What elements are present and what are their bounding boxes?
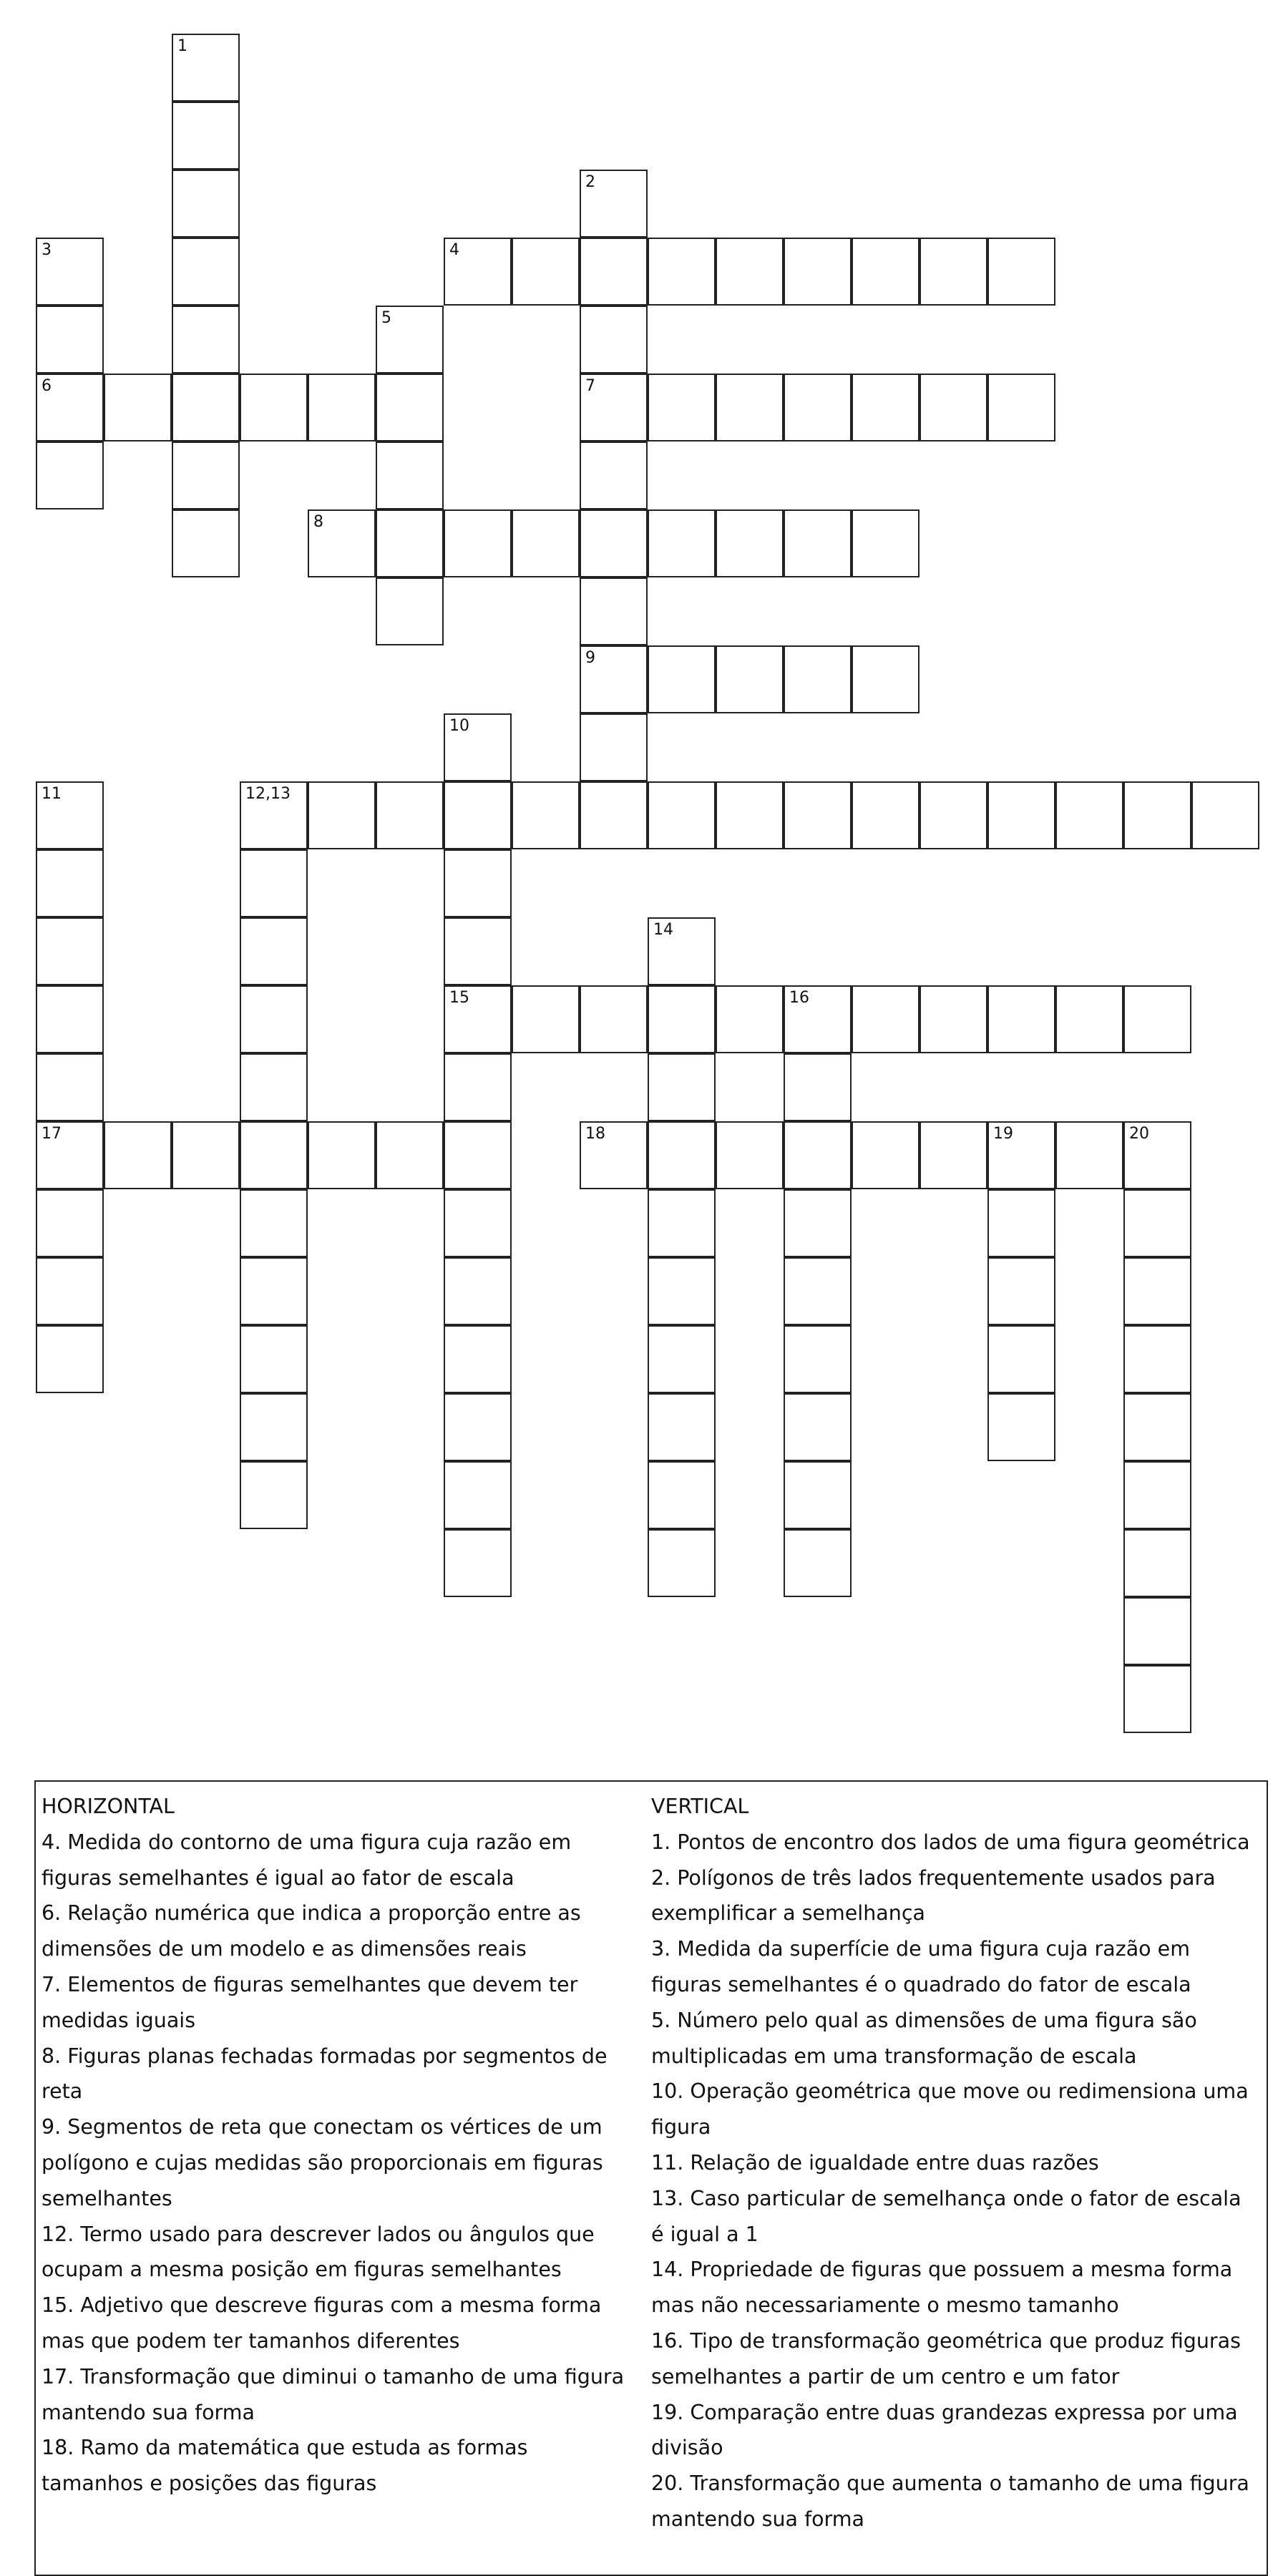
clue-h-15: 15. Adjetivo que descreve figuras com a mesma forma mas que podem ter tamanhos diferentes <box>42 2293 602 2353</box>
grid-cell[interactable] <box>987 1257 1055 1325</box>
grid-cell[interactable] <box>648 1529 716 1597</box>
grid-cell[interactable] <box>36 1053 104 1121</box>
grid-cell[interactable] <box>240 985 308 1053</box>
grid-cell[interactable] <box>36 917 104 985</box>
horizontal-clues <box>42 1789 635 2502</box>
grid-cell[interactable] <box>36 985 104 1053</box>
grid-cell[interactable] <box>376 509 444 577</box>
grid-cell[interactable] <box>1191 781 1259 849</box>
grid-cell[interactable] <box>580 441 648 509</box>
grid-cell[interactable] <box>648 1257 716 1325</box>
clue-number-7: 7 <box>585 377 595 395</box>
grid-cell[interactable] <box>784 1121 852 1189</box>
grid-cell[interactable] <box>920 1121 987 1189</box>
grid-cell[interactable] <box>716 645 784 713</box>
clue-v-5: 5. Número pelo qual as dimensões de uma figura são multiplicadas em uma transformação de escala <box>651 2008 1197 2068</box>
grid-cell[interactable] <box>36 1325 104 1393</box>
clue-number-4: 4 <box>449 241 459 259</box>
clue-v-1: 1. Pontos de encontro dos lados de uma figura geométrica <box>651 1830 1250 1854</box>
grid-cell[interactable] <box>36 849 104 917</box>
grid-cell[interactable] <box>580 509 648 577</box>
clue-number-20: 20 <box>1129 1125 1149 1143</box>
grid-cell[interactable] <box>716 238 784 306</box>
grid-cell[interactable] <box>580 577 648 645</box>
clue-number-12-13: 12,13 <box>245 785 291 803</box>
grid-cell[interactable] <box>36 1189 104 1257</box>
grid-cell[interactable] <box>784 781 852 849</box>
clue-h-18: 18. Ramo da matemática que estuda as formas tamanhos e posições das figuras <box>42 2436 528 2496</box>
grid-cell[interactable] <box>240 1189 308 1257</box>
clue-h-17: 17. Transformação que diminui o tamanho de uma figura mantendo sua forma <box>42 2364 625 2424</box>
grid-cell[interactable] <box>172 1121 240 1189</box>
grid-cell[interactable] <box>444 509 512 577</box>
grid-cell[interactable] <box>920 781 987 849</box>
grid-cell[interactable] <box>852 645 920 713</box>
grid-cell[interactable] <box>376 441 444 509</box>
grid-cell[interactable] <box>36 441 104 509</box>
grid-cell[interactable] <box>852 985 920 1053</box>
grid-cell[interactable] <box>308 781 376 849</box>
grid-cell[interactable] <box>987 1325 1055 1393</box>
grid-cell[interactable] <box>648 1189 716 1257</box>
clue-v-19: 19. Comparação entre duas grandezas expressa por uma divisão <box>651 2400 1238 2460</box>
grid-cell[interactable] <box>172 509 240 577</box>
grid-cell[interactable] <box>648 985 716 1053</box>
grid-cell[interactable] <box>308 1121 376 1189</box>
grid-cell[interactable] <box>512 238 580 306</box>
grid-cell[interactable] <box>716 509 784 577</box>
vertical-title: VERTICAL <box>651 1795 749 1818</box>
grid-cell[interactable] <box>784 1325 852 1393</box>
grid-cell[interactable] <box>444 1461 512 1529</box>
grid-cell[interactable] <box>1123 1257 1191 1325</box>
clue-number-14: 14 <box>653 921 673 939</box>
clue-v-20: 20. Transformação que aumenta o tamanho de uma figura mantendo sua forma <box>651 2472 1249 2531</box>
grid-cell[interactable] <box>444 1257 512 1325</box>
grid-cell[interactable] <box>1123 1665 1191 1733</box>
grid-cell[interactable] <box>716 781 784 849</box>
grid-cell[interactable] <box>987 374 1055 441</box>
clue-number-6: 6 <box>42 377 52 395</box>
grid-cell[interactable] <box>240 849 308 917</box>
grid-cell[interactable] <box>784 509 852 577</box>
clue-number-5: 5 <box>381 309 391 327</box>
grid-cell[interactable] <box>376 374 444 441</box>
horizontal-title: HORIZONTAL <box>42 1795 175 1818</box>
clue-v-11: 11. Relação de igualdade entre duas razões <box>651 2150 1099 2175</box>
grid-cell[interactable] <box>1123 1529 1191 1597</box>
clue-number-17: 17 <box>42 1125 62 1143</box>
grid-cell[interactable] <box>784 1257 852 1325</box>
grid-cell[interactable] <box>376 1121 444 1189</box>
clue-number-2: 2 <box>585 173 595 191</box>
grid-cell[interactable] <box>784 1461 852 1529</box>
grid-cell[interactable] <box>784 1053 852 1121</box>
grid-cell[interactable] <box>172 170 240 238</box>
clue-v-3: 3. Medida da superfície de uma figura cuja razão em figuras semelhantes é o quadrado do fator de escala <box>651 1937 1191 1996</box>
grid-cell[interactable] <box>172 374 240 441</box>
grid-cell[interactable] <box>987 1189 1055 1257</box>
grid-cell[interactable] <box>444 781 512 849</box>
grid-cell[interactable] <box>580 985 648 1053</box>
grid-cell[interactable] <box>716 985 784 1053</box>
grid-cell[interactable] <box>784 238 852 306</box>
grid-cell[interactable] <box>1055 781 1123 849</box>
grid-cell[interactable] <box>1123 1325 1191 1393</box>
grid-cell[interactable] <box>444 1189 512 1257</box>
grid-cell[interactable] <box>240 374 308 441</box>
grid-cell[interactable] <box>240 917 308 985</box>
grid-cell[interactable] <box>648 1461 716 1529</box>
clue-h-12: 12. Termo usado para descrever lados ou ângulos que ocupam a mesma posição em figuras semelhantes <box>42 2222 595 2282</box>
grid-cell[interactable] <box>648 1393 716 1461</box>
grid-cell[interactable] <box>987 781 1055 849</box>
grid-cell[interactable] <box>240 1121 308 1189</box>
grid-cell[interactable] <box>1123 1461 1191 1529</box>
clue-v-14: 14. Propriedade de figuras que possuem a mesma forma mas não necessariamente o mesmo tamanho <box>651 2258 1233 2318</box>
grid-cell[interactable] <box>444 1393 512 1461</box>
grid-cell[interactable] <box>240 1461 308 1529</box>
grid-cell[interactable] <box>444 1053 512 1121</box>
clue-v-10: 10. Operação geométrica que move ou redimensiona uma figura <box>651 2079 1249 2140</box>
grid-cell[interactable] <box>240 1393 308 1461</box>
grid-cell[interactable] <box>1055 985 1123 1053</box>
clue-number-10: 10 <box>449 717 469 735</box>
grid-cell[interactable] <box>648 781 716 849</box>
grid-cell[interactable] <box>444 1529 512 1597</box>
grid-cell[interactable] <box>104 1121 172 1189</box>
clue-number-16: 16 <box>789 989 809 1007</box>
clue-h-6: 6. Relação numérica que indica a proporção entre as dimensões de um modelo e as dimensões reais <box>42 1901 581 1961</box>
grid-cell[interactable] <box>784 1393 852 1461</box>
grid-cell[interactable] <box>852 1121 920 1189</box>
grid-cell[interactable] <box>987 1393 1055 1461</box>
grid-cell[interactable] <box>648 509 716 577</box>
grid-cell[interactable] <box>852 374 920 441</box>
grid-cell[interactable] <box>444 917 512 985</box>
clue-h-8: 8. Figuras planas fechadas formadas por segmentos de reta <box>42 2044 608 2104</box>
clue-number-11: 11 <box>42 785 62 803</box>
clue-number-19: 19 <box>993 1125 1013 1143</box>
grid-cell[interactable] <box>580 306 648 374</box>
grid-cell[interactable] <box>512 781 580 849</box>
grid-cell[interactable] <box>172 306 240 374</box>
clue-v-13: 13. Caso particular de semelhança onde o fator de escala é igual a 1 <box>651 2186 1242 2246</box>
clue-number-15: 15 <box>449 989 469 1007</box>
grid-cell[interactable] <box>784 1189 852 1257</box>
grid-cell[interactable] <box>1123 985 1191 1053</box>
grid-cell[interactable] <box>920 238 987 306</box>
vertical-clues <box>651 1789 1252 2537</box>
grid-cell[interactable] <box>648 238 716 306</box>
clue-h-4: 4. Medida do contorno de uma figura cuja razão em figuras semelhantes é igual ao fator de escala <box>42 1830 572 1890</box>
grid-cell[interactable] <box>648 374 716 441</box>
grid-cell[interactable] <box>240 1325 308 1393</box>
clue-number-1: 1 <box>177 37 187 55</box>
grid-cell[interactable] <box>987 985 1055 1053</box>
grid-cell[interactable] <box>36 1257 104 1325</box>
clue-number-9: 9 <box>585 649 595 667</box>
clue-v-2: 2. Polígonos de três lados frequentemente usados para exemplificar a semelhança <box>651 1865 1216 1926</box>
grid-cell[interactable] <box>716 1121 784 1189</box>
clue-box <box>34 1780 1268 2576</box>
grid-cell[interactable] <box>852 238 920 306</box>
grid-cell[interactable] <box>1123 1597 1191 1665</box>
grid-cell[interactable] <box>784 374 852 441</box>
grid-cell[interactable] <box>580 713 648 781</box>
grid-cell[interactable] <box>852 781 920 849</box>
clue-h-9: 9. Segmentos de reta que conectam os vértices de um polígono e cujas medidas são proporcionais em figuras semelhantes <box>42 2115 603 2210</box>
grid-cell[interactable] <box>240 1257 308 1325</box>
grid-cell[interactable] <box>648 645 716 713</box>
clue-h-7: 7. Elementos de figuras semelhantes que devem ter medidas iguais <box>42 1972 578 2032</box>
grid-cell[interactable] <box>648 1325 716 1393</box>
grid-cell[interactable] <box>172 441 240 509</box>
grid-cell[interactable] <box>580 781 648 849</box>
grid-cell[interactable] <box>1123 781 1191 849</box>
grid-cell[interactable] <box>376 781 444 849</box>
grid-cell[interactable] <box>784 645 852 713</box>
grid-cell[interactable] <box>376 577 444 645</box>
grid-cell[interactable] <box>920 374 987 441</box>
grid-cell[interactable] <box>308 374 376 441</box>
grid-cell[interactable] <box>920 985 987 1053</box>
grid-cell[interactable] <box>444 1121 512 1189</box>
clue-number-3: 3 <box>42 241 52 259</box>
grid-cell[interactable] <box>444 1325 512 1393</box>
grid-cell[interactable] <box>512 509 580 577</box>
grid-cell[interactable] <box>172 238 240 306</box>
grid-cell[interactable] <box>444 849 512 917</box>
grid-cell[interactable] <box>580 238 648 306</box>
grid-cell[interactable] <box>1123 1393 1191 1461</box>
grid-cell[interactable] <box>784 1529 852 1597</box>
grid-cell[interactable] <box>240 1053 308 1121</box>
grid-cell[interactable] <box>987 238 1055 306</box>
clue-v-16: 16. Tipo de transformação geométrica que produz figuras semelhantes a partir de um centro e um fator <box>651 2328 1241 2389</box>
grid-cell[interactable] <box>172 102 240 170</box>
grid-cell[interactable] <box>648 1053 716 1121</box>
grid-cell[interactable] <box>1123 1189 1191 1257</box>
grid-cell[interactable] <box>852 509 920 577</box>
grid-cell[interactable] <box>512 985 580 1053</box>
clue-number-8: 8 <box>313 513 323 531</box>
grid-cell[interactable] <box>1055 1121 1123 1189</box>
grid-cell[interactable] <box>104 374 172 441</box>
grid-cell[interactable] <box>36 306 104 374</box>
grid-cell[interactable] <box>648 1121 716 1189</box>
clue-number-18: 18 <box>585 1125 605 1143</box>
grid-cell[interactable] <box>716 374 784 441</box>
